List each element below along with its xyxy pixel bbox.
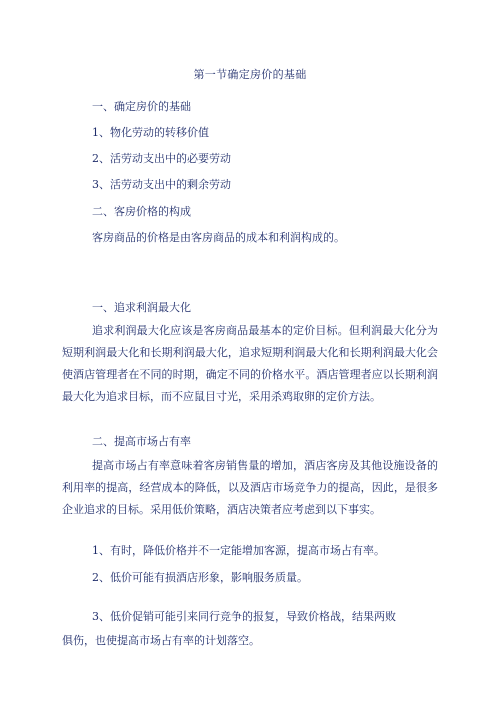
- paragraph-profit: 追求利润最大化应该是客房商品最基本的定价目标。但利润最大化分为短期利润最大化和长期利润最大化，追求短期利润最大化和长期利润最大化会使酒店管理者在不同的时期，确定不同的价格水平。酒店管理者应以长期利润最大化为追求目标，而不应鼠目寸光，采用杀鸡取卵的定价方法。: [62, 324, 438, 403]
- paragraph-market-share: 提高市场占有率意味着客房销售量的增加，酒店客房及其他设施设备的利用率的提高，经营成本的降低，以及酒店市场竞争力的提高，因此，是很多企业追求的目标。采用低价策略，酒店决策者应考虑到以下事实。: [62, 459, 438, 516]
- list-item-continuation: 俱伤，也使提高市场占有率的计划落空。: [62, 634, 260, 647]
- list-item: 2、低价可能有损酒店形象，影响服务质量。: [92, 571, 308, 584]
- section-heading-composition: 二、客房价格的构成: [92, 205, 191, 218]
- list-item: 3、活劳动支出中的剩余劳动: [92, 178, 231, 191]
- list-item: 1、有时，降低价格并不一定能增加客源，提高市场占有率。: [92, 544, 385, 557]
- paragraph-composition: 客房商品的价格是由客房商品的成本和利润构成的。: [92, 231, 345, 244]
- section-heading-profit: 一、追求利润最大化: [92, 301, 191, 314]
- list-item: 3、低价促销可能引来同行竞争的报复，导致价格战，结果两败: [92, 610, 396, 623]
- list-item: 2、活劳动支出中的必要劳动: [92, 152, 231, 165]
- section-heading-market-share: 二、提高市场占有率: [92, 435, 191, 448]
- section-heading-basis: 一、确定房价的基础: [92, 100, 191, 113]
- list-item: 1、物化劳动的转移价值: [92, 126, 209, 139]
- page-title: 第一节确定房价的基础: [193, 68, 307, 81]
